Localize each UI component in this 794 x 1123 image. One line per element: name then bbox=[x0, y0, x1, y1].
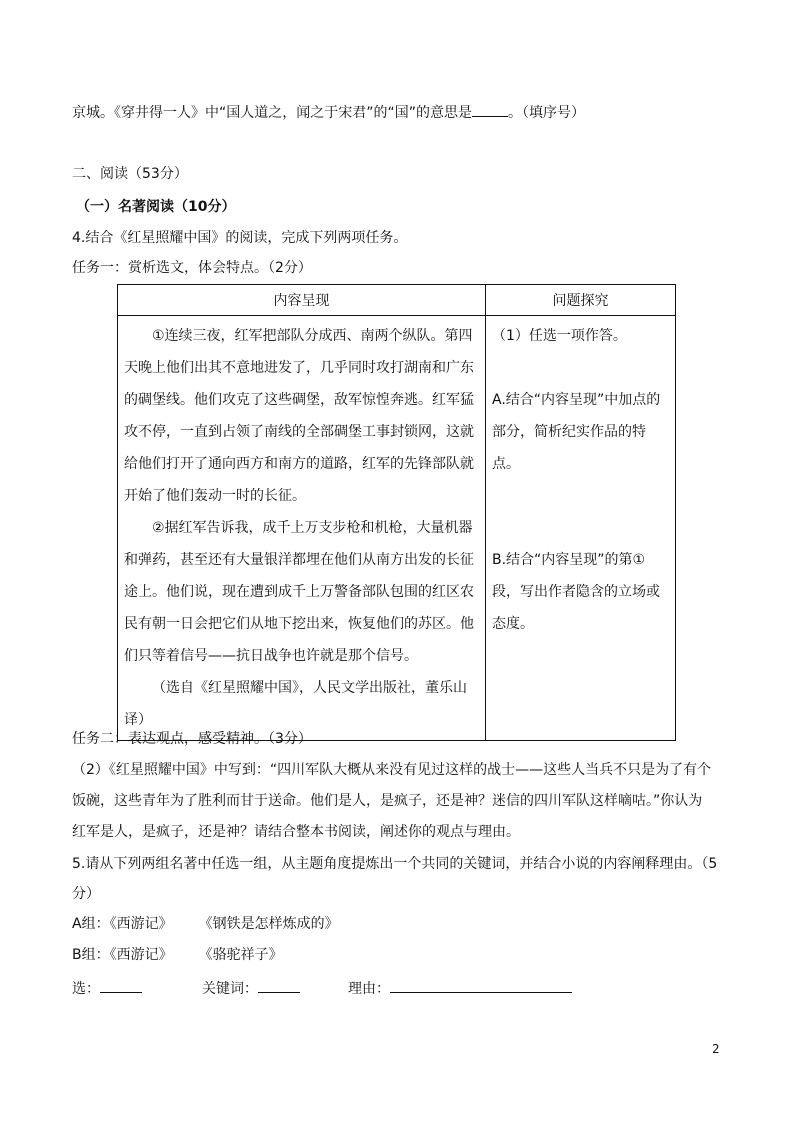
subsection-classics-heading: （一）名著阅读（10分） bbox=[76, 199, 236, 215]
excerpt-paragraph-1: ①连续三夜，红军把部队分成西、南两个纵队。第四天晚上他们出其不意地进发了，几乎同时攻打湖南和广东的碉堡线。他们攻克了这些碉堡，敌军惊惶奔逃。红军猛攻不停，一直到占领了南线的全部碉堡工事封锁网，这就给他们打开了通向西方和南方的道路，红军的先锋部队就开始了他们轰动一时的长征。 bbox=[124, 328, 474, 504]
question-4-2-line-1: （2）《红星照耀中国》中写到：“四川军队大概从来没有见过这样的战士——这些人当兵不只是为了有个 bbox=[72, 762, 712, 778]
answer-blank-q3[interactable] bbox=[472, 102, 508, 117]
table-header-inquiry: 问题探究 bbox=[486, 285, 676, 316]
inquiry-option-a: A.结合“内容呈现”中加点的部分，简析纪实作品的特点。 bbox=[492, 392, 661, 472]
question-4-prompt: 4.结合《红星照耀中国》的阅读，完成下列两项任务。 bbox=[72, 230, 408, 246]
task-2-heading: 任务二：表达观点，感受精神。（3分） bbox=[72, 731, 312, 747]
inquiry-q1: （1）任选一项作答。 bbox=[492, 328, 627, 344]
question-4-2-line-2: 饭碗，这些青年为了胜利而甘于送命。他们是人，是疯子，还是神？迷信的四川军队这样嘀咕。”你认为 bbox=[72, 793, 703, 809]
keyword-label: 关键词： bbox=[202, 981, 258, 997]
group-a-book2: 《钢铁是怎样炼成的》 bbox=[198, 916, 339, 932]
select-blank[interactable] bbox=[100, 978, 142, 993]
question-3-suffix: 。（填序号） bbox=[508, 105, 586, 121]
reason-label: 理由： bbox=[348, 981, 390, 997]
task-1-heading: 任务一：赏析选文，体会特点。（2分） bbox=[72, 260, 312, 276]
content-cell bbox=[118, 316, 486, 741]
group-a-label: A组：《西游记》 bbox=[72, 916, 173, 932]
question-3-tail bbox=[72, 102, 585, 123]
excerpt-paragraph-2: ②据红军告诉我，成千上万支步枪和机枪，大量机器和弹药，甚至还有大量银洋都埋在他们从南方出发的长征途上。他们说，现在遭到成千上万警备部队包围的红区农民有朝一日会把它们从地下挖出来，恢复他们的苏区。他们只等着信号——抗日战争也许就是那个信号。 bbox=[124, 520, 474, 664]
question-3-text: 京城。《穿井得一人》中“国人道之，闻之于宋君”的“国”的意思是 bbox=[72, 105, 473, 121]
inquiry-cell bbox=[486, 316, 676, 741]
answer-row bbox=[72, 978, 572, 999]
table-header-content: 内容呈现 bbox=[118, 285, 486, 316]
keyword-blank[interactable] bbox=[258, 978, 300, 993]
select-label: 选： bbox=[72, 981, 100, 997]
question-4-2-line-3: 红军是人，是疯子，还是神？请结合整本书阅读，阐述你的观点与理由。 bbox=[72, 824, 520, 840]
group-a bbox=[72, 914, 339, 934]
group-b bbox=[72, 945, 283, 965]
content-table bbox=[117, 284, 676, 741]
question-5-line-2: 分） bbox=[72, 886, 100, 902]
reason-blank[interactable] bbox=[390, 978, 572, 993]
question-5-line-1: 5.请从下列两组名著中任选一组，从主题角度提炼出一个共同的关键词，并结合小说的内容阐释理由。（5 bbox=[72, 856, 718, 872]
excerpt-source: （选自《红星照耀中国》，人民文学出版社，董乐山译） bbox=[124, 680, 467, 728]
page-number: 2 bbox=[712, 1042, 720, 1056]
inquiry-option-b: B.结合“内容呈现”的第①段，写出作者隐含的立场或态度。 bbox=[492, 552, 660, 632]
group-b-book2: 《骆驼祥子》 bbox=[198, 947, 283, 963]
group-b-label: B组：《西游记》 bbox=[72, 947, 173, 963]
section-reading-heading: 二、阅读（53分） bbox=[72, 166, 188, 182]
